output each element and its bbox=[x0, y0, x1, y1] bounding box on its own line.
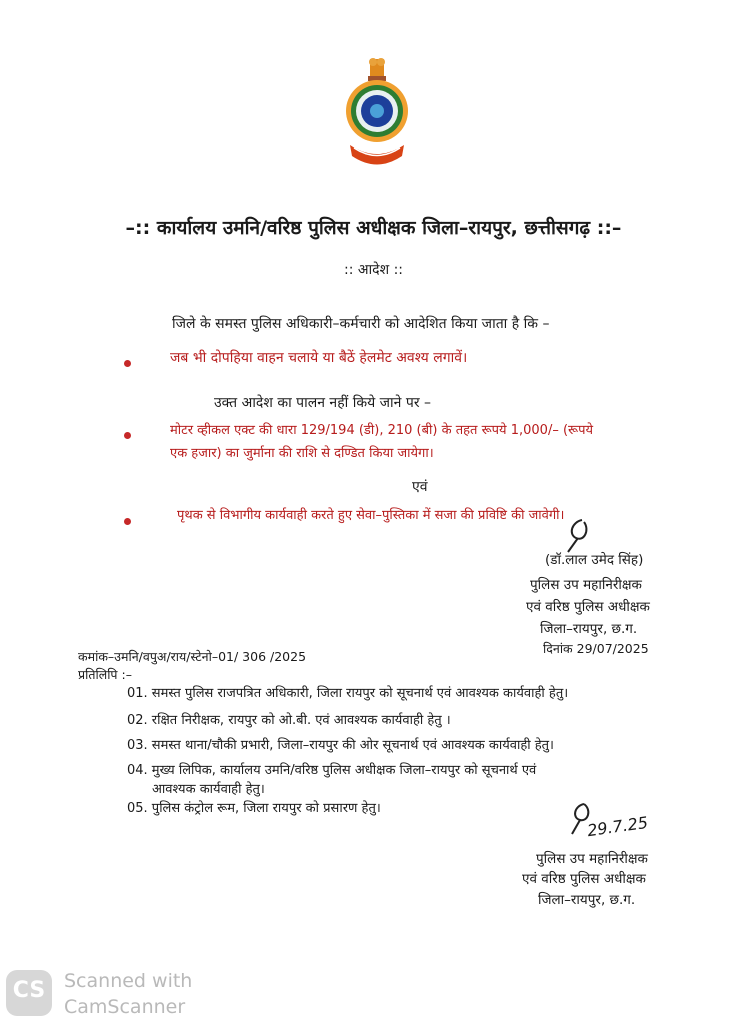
copy-item: 01. समस्त पुलिस राजपत्रित अधिकारी, जिला रायपुर को सूचनार्थ एवं आवश्यक कार्यवाही हेतु। bbox=[127, 686, 569, 701]
order-date: दिनांक 29/07/2025 bbox=[543, 641, 649, 656]
copy-item: 04. मुख्य लिपिक, कार्यालय उमनि/वरिष्ठ पुलिस अधीक्षक जिला–रायपुर को सूचनार्थ एवं bbox=[127, 763, 537, 778]
copy-label: प्रतिलिपि :– bbox=[78, 667, 132, 682]
intro-text: जिले के समस्त पुलिस अधिकारी–कर्मचारी को आदेशित किया जाता है कि – bbox=[172, 316, 550, 332]
copy-item: 02. रक्षित निरीक्षक, रायपुर को ओ.बी. एवं आवश्यक कार्यवाही हेतु । bbox=[127, 713, 451, 728]
office-title: –:: कार्यालय उमनि/वरिष्ठ पुलिस अधीक्षक जिला–रायपुर, छत्तीसगढ़ ::– bbox=[125, 217, 622, 239]
signature-mark-icon bbox=[560, 514, 600, 554]
signatory-designation-2: एवं वरिष्ठ पुलिस अधीक्षक bbox=[522, 871, 646, 887]
order-point-departmental-action: पृथक से विभागीय कार्यवाही करते हुए सेवा–पुस्तिका में सजा की प्रविष्टि की जावेगी। bbox=[177, 508, 565, 523]
signature-date-note: 29.7.25 bbox=[585, 812, 650, 841]
bullet-icon bbox=[124, 432, 131, 439]
watermark-line1: Scanned with bbox=[64, 970, 193, 992]
signatory-designation: पुलिस उप महानिरीक्षक bbox=[530, 577, 642, 593]
order-point-helmet: जब भी दोपहिया वाहन चलाये या बैठें हेलमेट अवश्य लगावें। bbox=[170, 350, 468, 366]
copy-item-continuation: आवश्यक कार्यवाही हेतु। bbox=[152, 782, 265, 797]
conjunction-text: एवं bbox=[412, 479, 428, 495]
camscanner-logo-icon: CS bbox=[6, 970, 52, 1016]
copy-item: 03. समस्त थाना/चौकी प्रभारी, जिला–रायपुर की ओर सूचनार्थ एवं आवश्यक कार्यवाही हेतु। bbox=[127, 738, 554, 753]
copy-item: 05. पुलिस कंट्रोल रूम, जिला रायपुर को प्रसारण हेतु। bbox=[127, 801, 381, 816]
noncompliance-text: उक्त आदेश का पालन नहीं किये जाने पर – bbox=[214, 395, 432, 411]
signatory-name: (डॉ.लाल उमेद सिंह) bbox=[545, 552, 644, 568]
signatory-designation-2: एवं वरिष्ठ पुलिस अधीक्षक bbox=[526, 599, 650, 615]
signatory-designation: पुलिस उप महानिरीक्षक bbox=[536, 851, 648, 867]
police-emblem-icon bbox=[340, 55, 414, 171]
order-point-fine-line1: मोटर व्हीकल एक्ट की धारा 129/194 (डी), 210 (बी) के तहत रूपये 1,000/– (रूपये bbox=[170, 423, 594, 438]
signatory-location: जिला–रायपुर, छ.ग. bbox=[538, 892, 636, 908]
watermark-line2: CamScanner bbox=[64, 996, 186, 1018]
bullet-icon bbox=[124, 360, 131, 367]
bullet-icon bbox=[124, 518, 131, 525]
signatory-location: जिला–रायपुर, छ.ग. bbox=[540, 621, 638, 637]
order-title: :: आदेश :: bbox=[343, 262, 404, 278]
order-point-fine-line2: एक हजार) का जुर्माना की राशि से दण्डित किया जायेगा। bbox=[170, 446, 434, 461]
reference-number: कमांक–उमनि/वपुअ/राय/स्टेनो–01/ 306 /2025 bbox=[78, 649, 307, 664]
